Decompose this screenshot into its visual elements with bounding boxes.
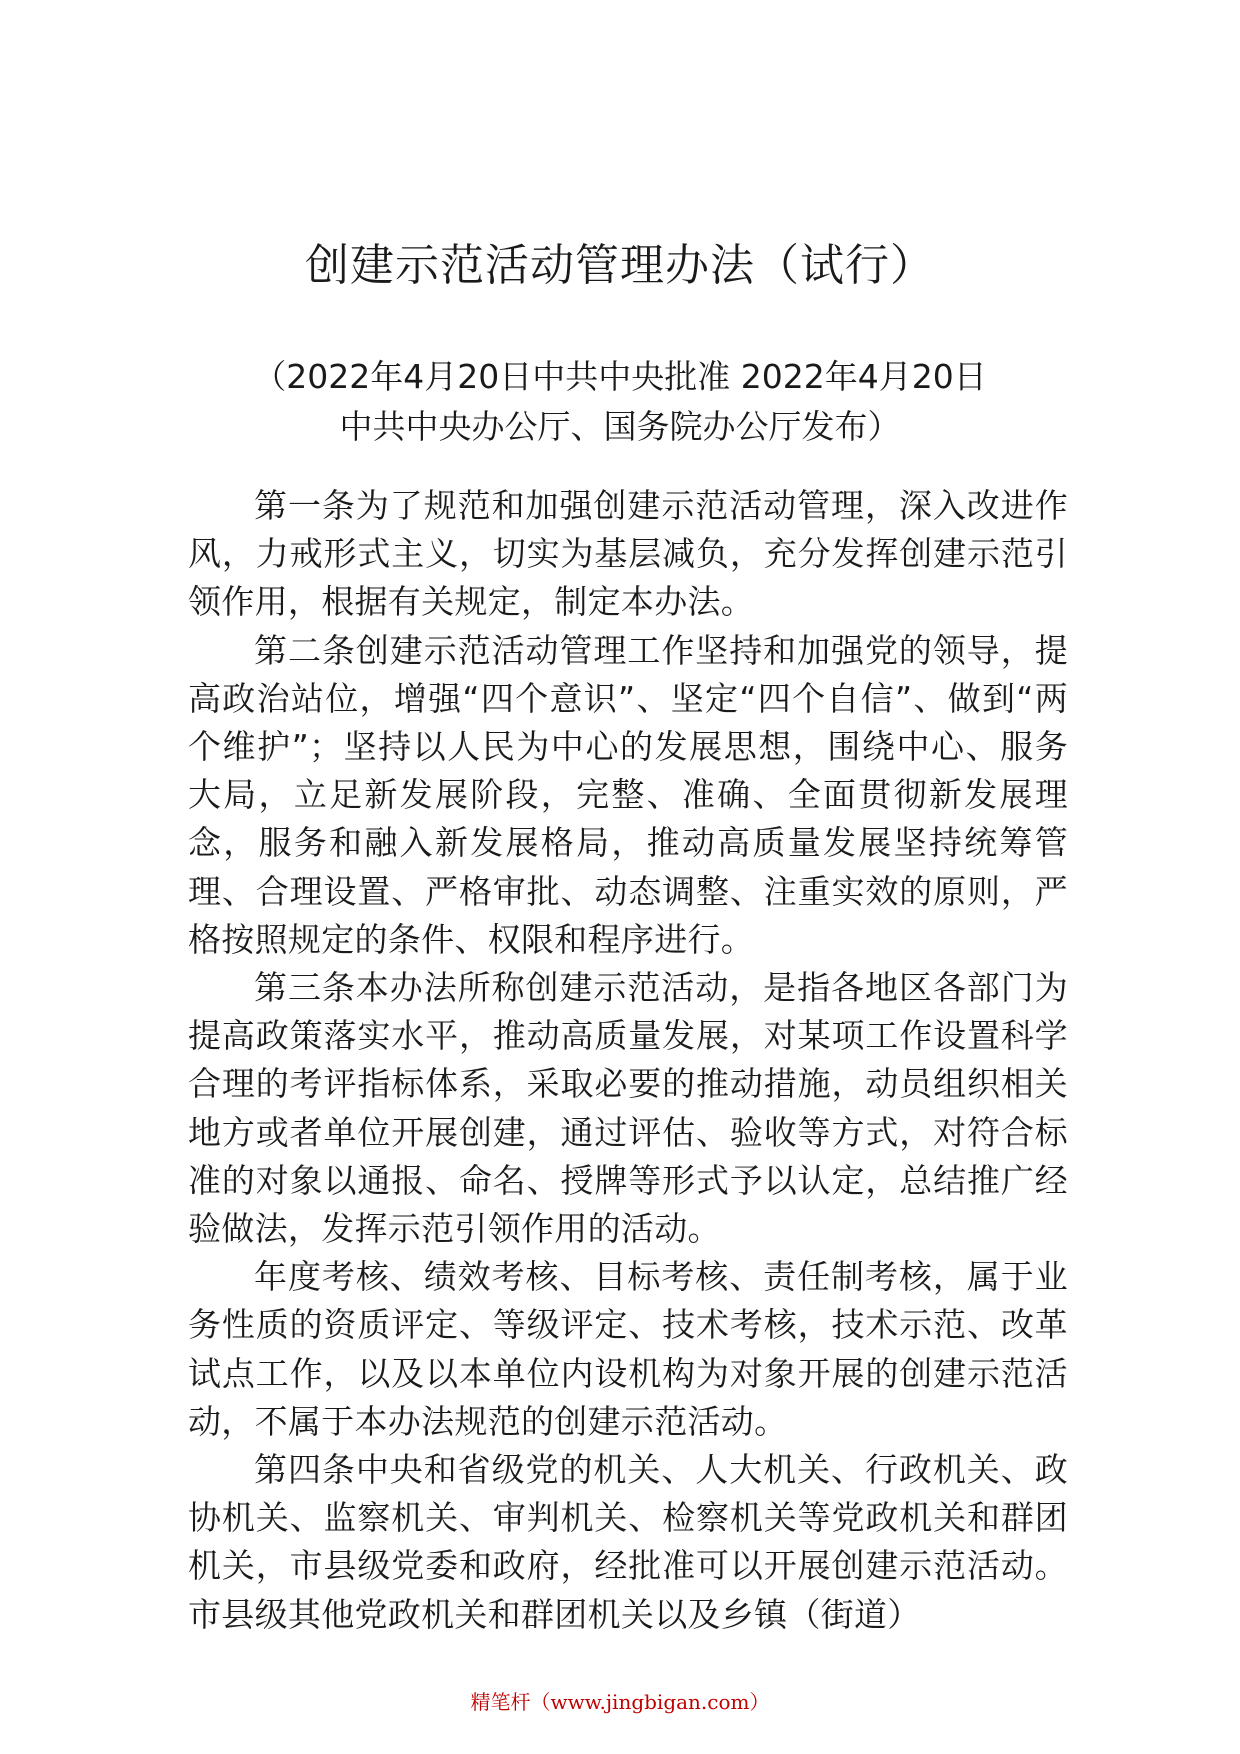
paragraph-article-1: 第一条为了规范和加强创建示范活动管理，深入改进作风，力戒形式主义，切实为基层减负，充分发挥创建示范引领作用，根据有关规定，制定本办法。 [188, 486, 1068, 622]
source-website-link[interactable]: 精笔杆（www.jingbigan.com） [470, 1690, 770, 1714]
document-title: 创建示范活动管理办法（试行） [305, 240, 935, 291]
paragraph-article-2: 第二条创建示范活动管理工作坚持和加强党的领导，提高政治站位，增强“四个意识”、坚定“四个自信”、做到“两个维护”；坚持以人民为中心的发展思想，围绕中心、服务大局，立足新发展阶段，完整、准确、全面贯彻新发展理念，服务和融入新发展格局，推动高质量发展坚持统筹管理、合理设置、严格审批、动态调整、注重实效的原则，严格按照规定的条件、权限和程序进行。 [188, 630, 1068, 959]
document-body [188, 482, 1068, 1639]
document-subtitle [150, 352, 1090, 452]
subtitle-line-1: （2022年4月20日中共中央批准 2022年4月20日 [253, 357, 987, 396]
paragraph-exclusions: 年度考核、绩效考核、目标考核、责任制考核，属于业务性质的资质评定、等级评定、技术考核，技术示范、改革试点工作，以及以本单位内设机构为对象开展的创建示范活动，不属于本办法规范的创建示范活动。 [188, 1257, 1068, 1441]
paragraph-article-4: 第四条中央和省级党的机关、人大机关、行政机关、政协机关、监察机关、审判机关、检察机关等党政机关和群团机关，市县级党委和政府，经批准可以开展创建示范活动。市县级其他党政机关和群团机关以及乡镇（街道） [188, 1450, 1068, 1634]
subtitle-line-2: 中共中央办公厅、国务院办公厅发布） [339, 407, 901, 446]
paragraph-article-3: 第三条本办法所称创建示范活动，是指各地区各部门为提高政策落实水平，推动高质量发展，对某项工作设置科学合理的考评指标体系，采取必要的推动措施，动员组织相关地方或者单位开展创建，通过评估、验收等方式，对符合标准的对象以通报、命名、授牌等形式予以认定，总结推广经验做法，发挥示范引领作用的活动。 [188, 968, 1068, 1249]
